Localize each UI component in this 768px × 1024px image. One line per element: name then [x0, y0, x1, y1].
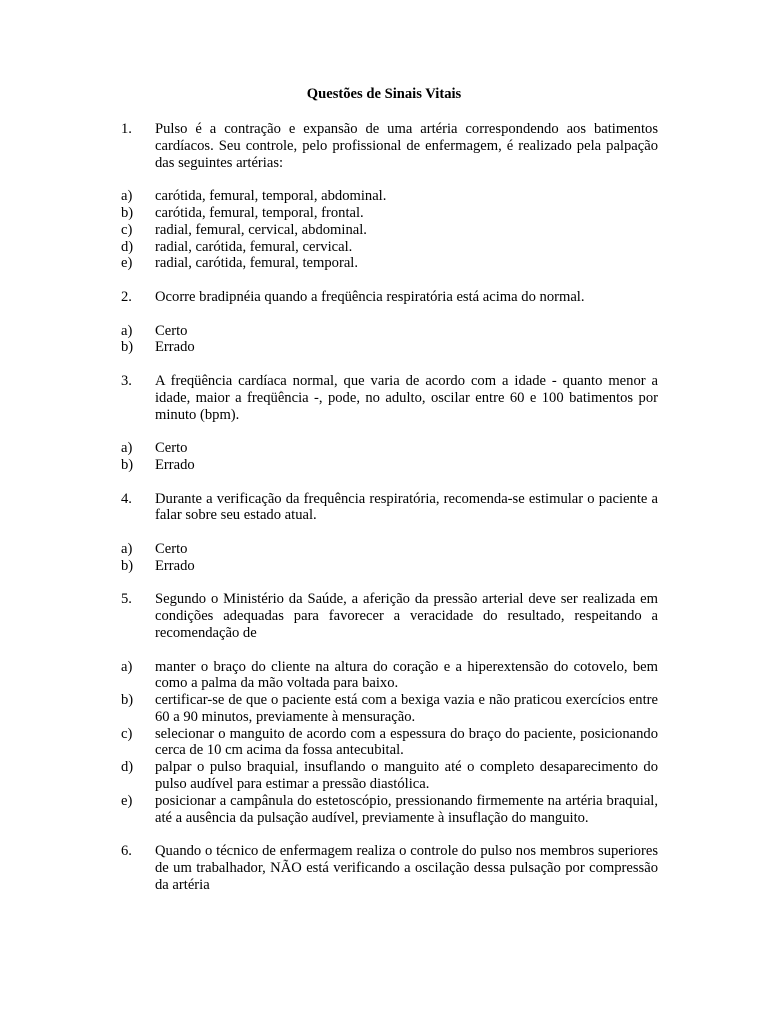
question-5 [121, 591, 658, 641]
option-letter: b) [121, 204, 134, 221]
question-text: Pulso é a contração e expansão de uma artéria correspondendo aos batimentos cardíacos. Seu controle, pelo profissional de enfermagem, é realizado pela palpação das seguintes artérias: [155, 121, 658, 171]
option-text: carótida, femural, temporal, frontal. [155, 204, 364, 221]
answer-option [121, 558, 658, 575]
option-text: radial, femural, cervical, abdominal. [155, 221, 367, 238]
question-1 [121, 121, 658, 171]
option-list [121, 659, 658, 827]
question-number: 3. [121, 372, 132, 389]
answer-option [121, 339, 658, 356]
option-text: certificar-se de que o paciente está com a bexiga vazia e não praticou exercícios entre 60 a 90 minutos, previamente à mensuração. [155, 692, 658, 725]
answer-option [121, 323, 658, 340]
option-letter: a) [121, 322, 133, 339]
option-letter: d) [121, 238, 134, 255]
option-letter: e) [121, 255, 133, 272]
question-text: Ocorre bradipnéia quando a freqüência respiratória está acima do normal. [155, 288, 585, 305]
question-3 [121, 373, 658, 423]
option-letter: b) [121, 339, 134, 356]
option-list [121, 440, 658, 474]
question-number: 1. [121, 121, 132, 137]
answer-option [121, 222, 658, 239]
question-text: Durante a verificação da frequência respiratória, recomenda-se estimular o paciente a falar sobre seu estado atual. [155, 490, 658, 524]
answer-option [121, 255, 658, 272]
option-text: radial, carótida, femural, cervical. [155, 238, 353, 255]
option-letter: a) [121, 188, 133, 205]
question-number: 5. [121, 591, 132, 608]
question-list [121, 121, 658, 910]
question-6 [121, 843, 658, 893]
answer-option [121, 726, 658, 760]
question-text: Quando o técnico de enfermagem realiza o controle do pulso nos membros superiores de um trabalhador, NÃO está verificando a oscilação dessa pulsação por compressão da artéria [155, 843, 658, 893]
answer-option [121, 659, 658, 693]
option-text: posicionar a campânula do estetoscópio, pressionando firmemente na artéria braquial, até a ausência da pulsação audível, previamente à insuflação do manguito. [155, 792, 658, 826]
question-number: 6. [121, 843, 132, 860]
question-text: A freqüência cardíaca normal, que varia de acordo com a idade - quanto menor a idade, maior a freqüência -, pode, no adulto, oscilar entre 60 e 100 batimentos por minuto (bpm). [155, 372, 658, 423]
option-letter: d) [121, 759, 134, 776]
option-text: Errado [155, 557, 195, 574]
option-text: Certo [155, 540, 188, 557]
option-letter: b) [121, 456, 134, 473]
option-letter: b) [121, 692, 134, 709]
option-text: carótida, femural, temporal, abdominal. [155, 188, 387, 205]
option-text: radial, carótida, femural, temporal. [155, 255, 359, 272]
option-letter: a) [121, 658, 133, 675]
option-letter: e) [121, 792, 133, 809]
answer-option [121, 239, 658, 256]
option-text: selecionar o manguito de acordo com a espessura do braço do paciente, posicionando cerca de 10 cm acima da fossa antecubital. [155, 725, 658, 759]
answer-option [121, 188, 658, 205]
option-text: Certo [155, 440, 188, 457]
option-letter: a) [121, 440, 133, 457]
option-letter: c) [121, 221, 133, 238]
answer-option [121, 793, 658, 827]
option-letter: a) [121, 540, 133, 557]
option-list [121, 541, 658, 575]
answer-option [121, 759, 658, 793]
question-number: 4. [121, 490, 132, 507]
answer-option [121, 692, 658, 726]
document-title: Questões de Sinais Vitais [306, 86, 462, 102]
answer-option [121, 205, 658, 222]
option-text: manter o braço do cliente na altura do coração e a hiperextensão do cotovelo, bem como a palma da mão voltada para baixo. [155, 658, 658, 692]
option-list [121, 323, 658, 357]
question-4 [121, 491, 658, 525]
option-letter: b) [121, 557, 134, 574]
question-text: Segundo o Ministério da Saúde, a aferição da pressão arterial deve ser realizada em condições adequadas para favorecer a veracidade do resultado, respeitando a recomendação de [155, 591, 658, 641]
answer-option [121, 541, 658, 558]
answer-option [121, 457, 658, 474]
option-text: Errado [155, 339, 195, 356]
option-text: Certo [155, 322, 188, 339]
option-text: Errado [155, 456, 195, 473]
answer-option [121, 440, 658, 457]
option-list [121, 188, 658, 272]
question-number: 2. [121, 288, 132, 305]
option-text: palpar o pulso braquial, insuflando o manguito até o completo desaparecimento do pulso audível para estimar a pressão diastólica. [155, 759, 658, 793]
option-letter: c) [121, 725, 133, 742]
question-2 [121, 289, 658, 306]
